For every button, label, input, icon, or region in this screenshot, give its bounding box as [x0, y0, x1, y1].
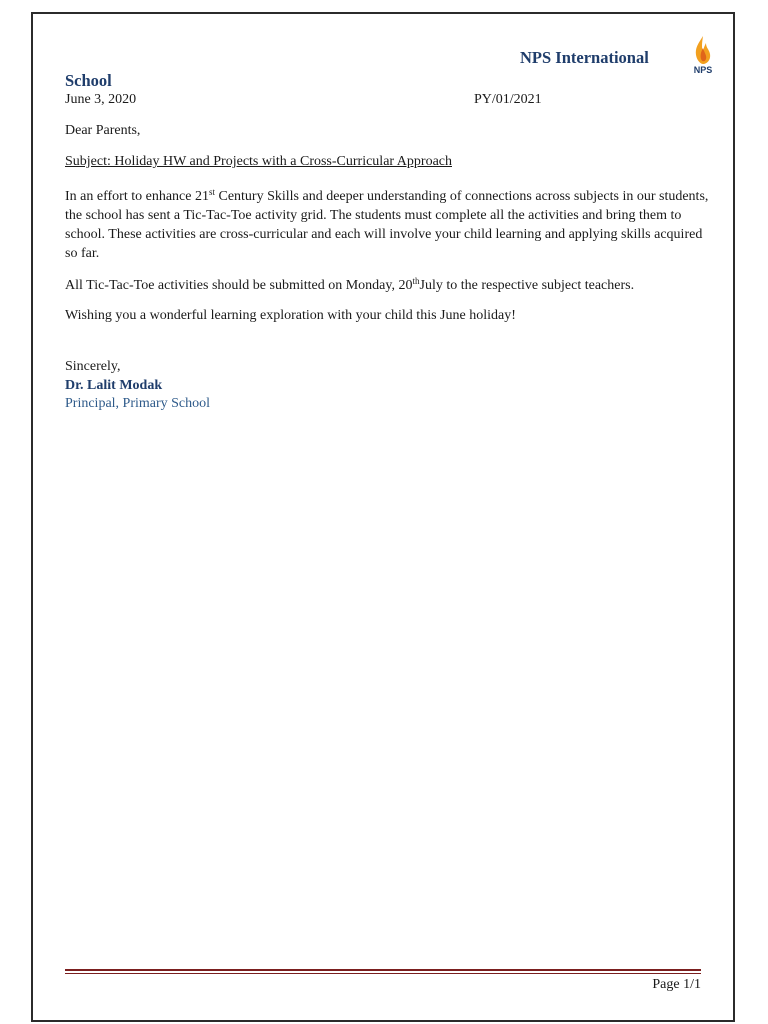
- signer-name: Dr. Lalit Modak: [65, 378, 163, 393]
- body-paragraph-3: Wishing you a wonderful learning exploration with your child this June holiday!: [65, 308, 516, 323]
- ordinal-suffix: st: [208, 187, 215, 197]
- nps-logo: [686, 34, 720, 78]
- school-name: NPS International: [520, 48, 649, 67]
- signer-title: Principal, Primary School: [65, 396, 211, 411]
- body-paragraph-2: [65, 276, 715, 295]
- letter-reference: PY/01/2021: [474, 92, 542, 107]
- body-paragraph-2-text-b: July to the respective subject teachers.: [419, 278, 635, 293]
- page-number: Page 1/1: [652, 977, 701, 992]
- body-paragraph-1-text-b: Century Skills and deeper understanding of connections across subjects in our students, the school has sent a Tic-Tac-Toe activity grid. The students must complete all the activities and bring them to school. These activities are cross-curricular and each will involve your child learning and applying skills acquired so far.: [65, 189, 709, 261]
- subject-line: Subject: Holiday HW and Projects with a Cross-Curricular Approach: [65, 154, 452, 169]
- school-name-continued: School: [65, 71, 112, 90]
- ordinal-suffix: th: [412, 276, 420, 286]
- salutation: Dear Parents,: [65, 123, 141, 138]
- closing: Sincerely,: [65, 359, 121, 374]
- body-paragraph-1: [65, 187, 715, 263]
- footer-divider: [65, 969, 701, 974]
- logo-text: NPS: [693, 65, 713, 75]
- body-paragraph-1-text-a: In an effort to enhance 21: [65, 189, 209, 204]
- body-paragraph-2-text-a: All Tic-Tac-Toe activities should be submitted on Monday, 20: [65, 278, 413, 293]
- letter-date: June 3, 2020: [65, 92, 137, 107]
- flame-logo-icon: [686, 34, 720, 66]
